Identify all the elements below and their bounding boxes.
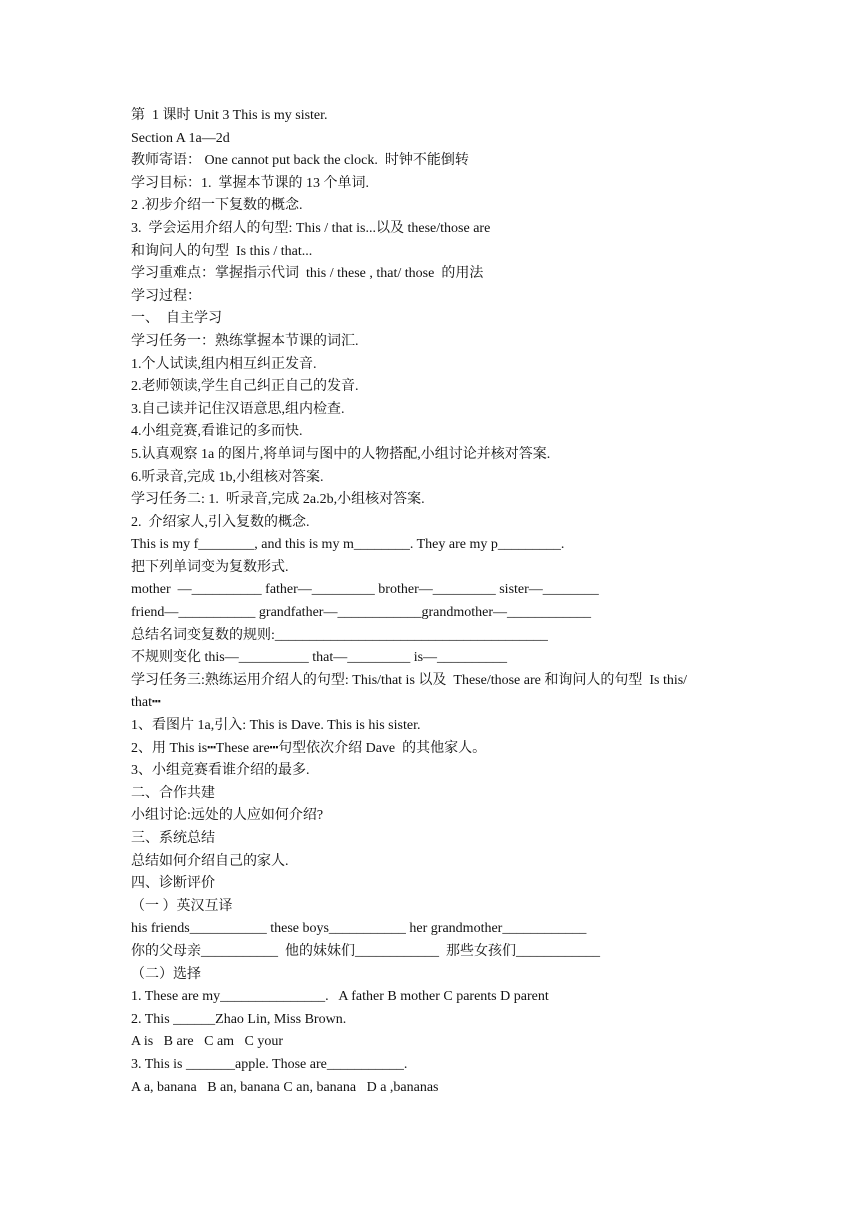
summary-text: 总结如何介绍自己的家人. xyxy=(131,853,289,869)
task-one-step-2: 2.老师领读,学生自己纠正自己的发音. xyxy=(131,379,359,395)
question-3: 3. This is _______apple. Those are___________. xyxy=(131,1056,408,1072)
key-points: 学习重难点：掌握指示代词 this / these , that/ those 的用法 xyxy=(131,266,484,282)
fill-in-family-sentence: This is my f________, and this is my m________. They are my p_________. xyxy=(131,537,565,553)
task-two-step-2: 2. 介绍家人,引入复数的概念. xyxy=(131,514,310,530)
question-3-options: A a, banana B an, banana C an, banana D a ,bananas xyxy=(131,1079,439,1095)
task-one-step-4: 4.小组竞赛,看谁记的多而快. xyxy=(131,424,303,440)
lesson-title: 第 1 课时 Unit 3 This is my sister. xyxy=(131,108,328,123)
objective-3-continued: 和询问人的句型 Is this / that... xyxy=(131,243,313,259)
plural-rules-summary: 总结名词变复数的规则:_______________________________________ xyxy=(131,627,548,643)
task-three-step-1: 1、看图片 1a,引入: This is Dave. This is his sister. xyxy=(131,718,421,734)
section-title: Section A 1a—2d xyxy=(131,130,230,146)
task-three-step-2: 2、用 This is┅These are┅句型依次介绍 Dave 的其他家人。 xyxy=(131,740,487,756)
task-three-step-3: 3、小组竞赛看谁介绍的最多. xyxy=(131,763,310,779)
part-one-heading: 一、 自主学习 xyxy=(131,311,222,327)
objective-2: 2 .初步介绍一下复数的概念. xyxy=(131,198,303,214)
task-one-step-1: 1.个人试读,组内相互纠正发音. xyxy=(131,356,317,372)
part-four-heading: 四、诊断评价 xyxy=(131,876,215,892)
question-2-options: A is B are C am C your xyxy=(131,1034,284,1050)
question-2: 2. This ______Zhao Lin, Miss Brown. xyxy=(131,1011,347,1027)
translation-heading: （一 ）英汉互译 xyxy=(131,898,233,914)
task-one-heading: 学习任务一：熟练掌握本节课的词汇. xyxy=(131,333,359,349)
document-page xyxy=(131,105,741,1099)
task-three-heading-continued: that┅ xyxy=(131,695,161,711)
task-two-heading: 学习任务二: 1. 听录音,完成 2a.2b,小组核对答案. xyxy=(131,492,425,508)
task-one-step-3: 3.自己读并记住汉语意思,组内检查. xyxy=(131,401,345,417)
plural-exercise-row-2: friend—___________ grandfather—____________grandmother—____________ xyxy=(131,605,591,621)
part-three-heading: 三、系统总结 xyxy=(131,831,215,846)
teacher-message: 教师寄语： One cannot put back the clock. 时钟不能倒转 xyxy=(131,153,469,169)
translation-row-1: his friends___________ these boys___________ her grandmother____________ xyxy=(131,921,587,937)
plural-instruction: 把下列单词变为复数形式. xyxy=(131,559,289,575)
choice-heading: （二）选择 xyxy=(131,966,201,982)
objective-1: 学习目标：1. 掌握本节课的 13 个单词. xyxy=(131,175,369,191)
objective-3: 3. 学会运用介绍人的句型: This / that is...以及 these/those are xyxy=(131,220,491,236)
task-three-heading: 学习任务三:熟练运用介绍人的句型: This/that is 以及 These/those are 和询问人的句型 Is this/ xyxy=(131,672,688,688)
question-1: 1. These are my_______________. A father B mother C parents D parent xyxy=(131,989,549,1005)
irregular-plurals: 不规则变化 this—__________ that—_________ is—__________ xyxy=(131,650,508,666)
translation-row-2: 你的父母亲___________ 他的妹妹们____________ 那些女孩们____________ xyxy=(131,943,600,959)
task-one-step-6: 6.听录音,完成 1b,小组核对答案. xyxy=(131,469,324,485)
group-discussion: 小组讨论:远处的人应如何介绍? xyxy=(131,808,324,824)
process-heading: 学习过程： xyxy=(131,288,201,304)
task-one-step-5: 5.认真观察 1a 的图片,将单词与图中的人物搭配,小组讨论并核对答案. xyxy=(131,446,551,462)
plural-exercise-row-1: mother —__________ father—_________ brother—_________ sister—________ xyxy=(131,582,599,598)
part-two-heading: 二、合作共建 xyxy=(131,785,215,801)
